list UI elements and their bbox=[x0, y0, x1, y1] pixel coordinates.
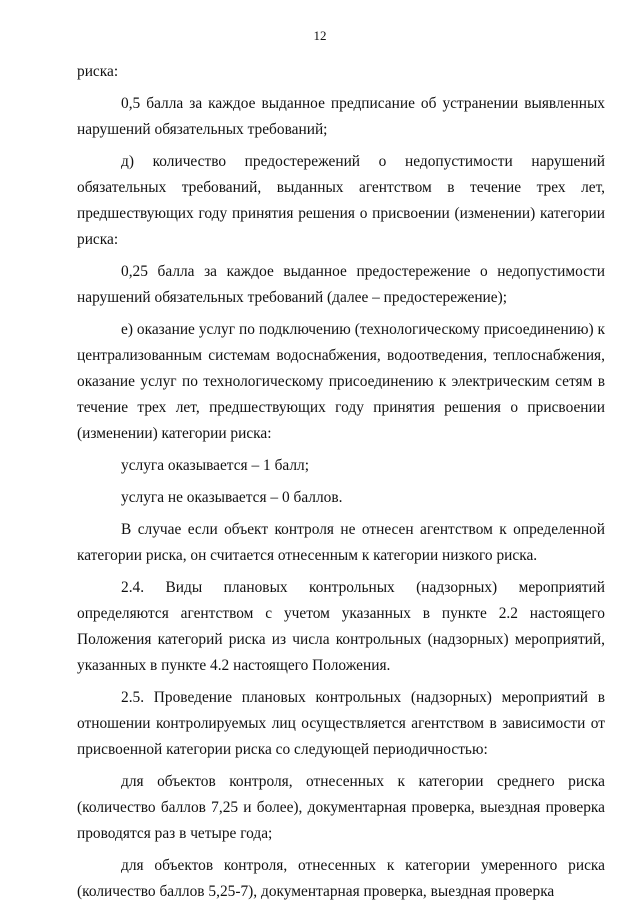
paragraph-moderate-risk: для объектов контроля, отнесенных к категории умеренного риска (количество баллов 5,25-7), документарная проверка, выездная проверка bbox=[77, 857, 605, 900]
paragraph-low-risk-default: В случае если объект контроля не отнесен агентством к определенной категории риска, он считается отнесенным к категории низкого риска. bbox=[77, 521, 605, 564]
paragraph-item-d: д) количество предостережений о недопустимости нарушений обязательных требований, выданных агентством в течение трех лет, предшествующих году принятия решения о присвоении (изменении) категории риска: bbox=[77, 153, 605, 248]
page-number: 12 bbox=[313, 28, 327, 43]
paragraph-section-2-4: 2.4. Виды плановых контрольных (надзорных) мероприятий определяются агентством с учетом указанных в пункте 2.2 настоящего Положения категорий риска из числа контрольных (надзорных) мероприятий, указанных в пункте 4.2 настоящего Положения. bbox=[77, 579, 605, 674]
paragraph-service-provided: услуга оказывается – 1 балл; bbox=[121, 457, 310, 474]
paragraph-risk-label: риска: bbox=[77, 63, 119, 80]
paragraph-warning-score: 0,25 балла за каждое выданное предостережение о недопустимости нарушений обязательных требований (далее – предостережение); bbox=[77, 263, 605, 306]
paragraph-item-e: е) оказание услуг по подключению (технологическому присоединению) к централизованным системам водоснабжения, водоотведения, теплоснабжения, оказание услуг по технологическому присоединению к электрическим сетям в течение трех лет, предшествующих году принятия решения о присвоении (изменении) категории риска: bbox=[77, 321, 605, 442]
paragraph-prescription-score: 0,5 балла за каждое выданное предписание об устранении выявленных нарушений обязательных требований; bbox=[77, 95, 605, 138]
paragraph-service-not-provided: услуга не оказывается – 0 баллов. bbox=[121, 489, 343, 506]
document-body bbox=[77, 59, 605, 905]
paragraph-medium-risk: для объектов контроля, отнесенных к категории среднего риска (количество баллов 7,25 и более), документарная проверка, выездная проверка проводятся раз в четыре года; bbox=[77, 773, 605, 842]
paragraph-section-2-5: 2.5. Проведение плановых контрольных (надзорных) мероприятий в отношении контролируемых лиц осуществляется агентством в зависимости от присвоенной категории риска со следующей периодичностью: bbox=[77, 689, 605, 758]
